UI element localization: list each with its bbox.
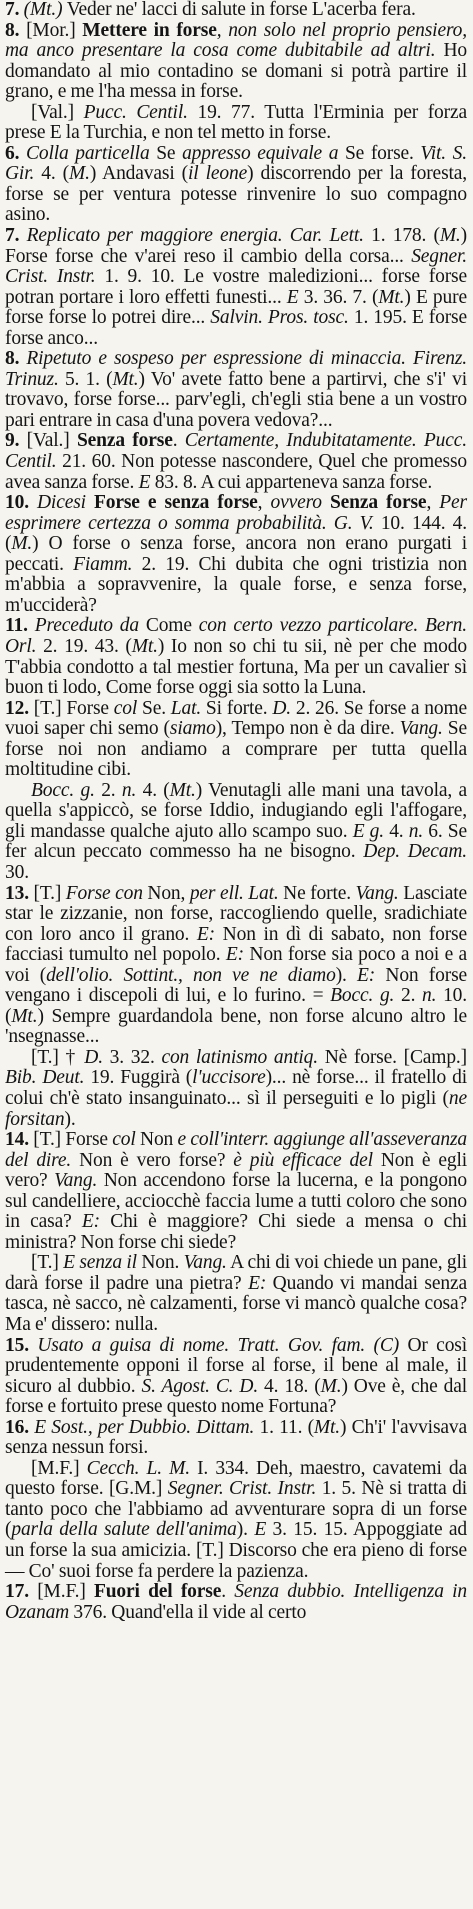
- entry-paragraph: [5, 699, 467, 781]
- entry-italic-text: Vang.: [399, 718, 443, 740]
- entry-text: Se: [149, 142, 183, 164]
- entry-italic-text: (Mt.): [23, 0, 67, 20]
- entry-number: 14.: [5, 1129, 34, 1151]
- entry-text: 30.: [5, 861, 29, 883]
- entry-italic-text: Ripetuto e sospeso per espressione di minaccia. Firenz. Trinuz.: [5, 348, 467, 390]
- entry-italic-text: Mt.: [378, 286, 405, 308]
- entry-paragraph: [5, 1418, 467, 1459]
- entry-italic-text: Dicesi: [37, 492, 86, 514]
- entry-italic-text: Mt.: [313, 1416, 341, 1438]
- entry-italic-text: E:: [248, 1272, 267, 1294]
- entry-number: 8.: [5, 19, 27, 41]
- entry-number: 7.: [5, 0, 24, 20]
- entry-italic-text: ovvero: [270, 492, 322, 514]
- entry-number: 8.: [5, 348, 27, 370]
- entry-italic-text: con latinismo antiq.: [161, 1046, 318, 1068]
- entry-italic-text: Vang.: [355, 882, 399, 904]
- entry-text: ), Tempo non è da dire.: [215, 718, 400, 740]
- entry-italic-text: , non solo nel proprio pensiero, ma anco presentare la cosa come dubitabile ad altri.: [5, 19, 467, 62]
- entry-text: )... nè forse... il fratello di colui ch'è stato insanguinato... sì il perseguiti e lo pigli (: [5, 1067, 467, 1109]
- entry-text: I. 334. Deh, maestro, cavatemi da questo forse. [G.M.]: [5, 1457, 467, 1500]
- entry-italic-text: E:: [81, 1211, 100, 1233]
- entry-text: Chi è maggiore? Chi siede a mensa o chi ministra? Non forse chi siede?: [5, 1211, 467, 1253]
- entry-italic-text: Preceduto da: [34, 615, 139, 637]
- entry-text: 19. 77. Tutta l'Erminia per forza prese E la Turchia, e non tel metto in forse.: [5, 101, 467, 144]
- entry-paragraph: [5, 884, 467, 1048]
- entry-text: 5. 1. (: [58, 368, 113, 390]
- entry-italic-text: S. Agost. C. D.: [141, 1375, 259, 1397]
- entry-italic-text: Bocc. g.: [31, 779, 95, 801]
- entry-italic-text: E: [138, 471, 151, 493]
- entry-text: 83. 8. A cui apparteneva sanza forse.: [150, 471, 433, 493]
- entry-text: Non è egli vero?: [5, 1149, 467, 1192]
- entry-text: Se forse.: [338, 142, 421, 164]
- entry-italic-text: Dep. Decam.: [363, 841, 467, 863]
- entry-subparagraph: [5, 1459, 467, 1582]
- entry-text: 10. (: [5, 985, 467, 1027]
- entry-text: 19. Fuggirà (: [84, 1067, 193, 1089]
- entry-text: ) Io non so chi tu sii, nè per che modo T'abbia condotto a tal mestier fortuna, Ma per un cavalier sì buon ti lodo, Come forse oggi sia sotto la Luna.: [5, 635, 467, 699]
- entry-italic-text: M.: [320, 1375, 342, 1397]
- entry-text: Non è vero forse?: [71, 1149, 234, 1171]
- entry-text: 376. Quand'ella il vide al certo: [69, 1601, 307, 1623]
- entry-text: Veder ne' lacci di salute in forse L'acerba fera.: [66, 0, 416, 20]
- entry-italic-text: per ell. Lat.: [189, 882, 279, 904]
- entry-italic-text: e coll'interr. aggiunge all'asseveranza del dire.: [5, 1129, 467, 1171]
- entry-italic-text: Replicato per maggiore energia. Car. Lett.: [26, 225, 364, 247]
- entry-text: 4.: [383, 820, 409, 842]
- entry-text: Non forse sia poco a noi e a voi (: [5, 944, 467, 986]
- entry-italic-text: è più efficace del: [233, 1149, 373, 1171]
- entry-italic-text: col: [113, 697, 138, 719]
- entry-text: ).: [64, 1108, 76, 1130]
- entry-text: Non: [135, 1129, 178, 1151]
- entry-text: [Val.]: [31, 101, 84, 123]
- entry-italic-text: siamo: [169, 718, 216, 740]
- entry-italic-text: n.: [422, 985, 437, 1007]
- entry-paragraph: [5, 0, 467, 21]
- entry-italic-text: Bib. Deut.: [5, 1067, 85, 1089]
- entry-number: 15.: [5, 1334, 38, 1356]
- entry-italic-text: M.: [11, 533, 33, 555]
- entry-number: 17.: [5, 1581, 38, 1603]
- entry-text: 1. 195. E forse forse anco...: [5, 307, 467, 349]
- entry-text: 4. 18. (: [258, 1375, 321, 1397]
- entry-text: 6. Se fer alcun peccato commesso ha ne bisogno.: [5, 820, 467, 863]
- entry-italic-text: Mt.: [131, 635, 158, 657]
- entry-paragraph: [5, 349, 467, 431]
- entry-text: ).: [335, 964, 358, 986]
- entry-number: 10.: [5, 492, 37, 514]
- entry-italic-text: dell'olio. Sottint., non ve ne diamo: [46, 964, 336, 986]
- dictionary-page: [5, 0, 467, 1909]
- entry-italic-text: E:: [196, 923, 216, 945]
- entry-text: Si forte.: [201, 697, 273, 719]
- entry-text: 2.: [394, 985, 423, 1007]
- entry-text: ) Sempre guardandola bene, non forse alcuno altro le 'nsegnasse...: [5, 1005, 467, 1048]
- entry-subparagraph: [5, 1048, 467, 1130]
- entry-subparagraph: [5, 781, 467, 884]
- entry-paragraph: [5, 431, 467, 493]
- entry-italic-text: parla della salute dell'anima: [11, 1519, 237, 1541]
- entry-text: [Mor.]: [26, 19, 83, 41]
- entry-text: 4. (: [34, 163, 69, 185]
- entry-paragraph: [5, 144, 467, 226]
- entry-paragraph: [5, 616, 467, 698]
- entry-italic-text: Per esprimere certezza o somma probabilità. G. V.: [5, 492, 467, 534]
- entry-italic-text: l'uccisore: [192, 1067, 266, 1089]
- entry-headword: Fuori del forse: [93, 1581, 222, 1603]
- entry-text: [T.]: [31, 1252, 64, 1274]
- entry-text: Quando vi mandai senza tasca, nè sacco, nè calzamenti, forse vi mancò qualche cosa? Ma e' dissero: nulla.: [5, 1272, 467, 1335]
- entry-text: Se.: [137, 697, 171, 719]
- entry-text: [M.F.]: [37, 1581, 94, 1603]
- entry-italic-text: Mt.: [169, 779, 196, 801]
- entry-italic-text: E g.: [352, 820, 384, 842]
- entry-text: Or così prudentemente opponi il forse al forse, il bene al male, il sicuro al dubbio.: [5, 1334, 467, 1397]
- entry-text: Non in dì di sabato, non forse facciasi tumulto nel popolo.: [5, 923, 467, 966]
- entry-number: 16.: [5, 1416, 35, 1438]
- entry-italic-text: Colla particella: [25, 142, 150, 164]
- entry-headword: Senza forse: [76, 430, 173, 452]
- entry-text: [T.]: [33, 882, 66, 904]
- entry-subparagraph: [5, 1253, 467, 1335]
- entry-italic-text: Bocc. g.: [330, 985, 395, 1007]
- entry-text: .: [172, 430, 185, 452]
- entry-text: 3. 32.: [102, 1046, 162, 1068]
- entry-text: [T.] Forse: [33, 697, 114, 719]
- entry-italic-text: Vang.: [54, 1170, 98, 1192]
- entry-text: ) Andavasi (: [89, 163, 188, 185]
- entry-italic-text: ne forsitan: [5, 1087, 467, 1130]
- entry-number: 6.: [5, 142, 26, 164]
- entry-italic-text: Senza dubbio. Intelligenza in Ozanam: [5, 1581, 467, 1623]
- entry-headword: Forse e senza forse: [85, 492, 258, 514]
- entry-text: ,: [257, 492, 271, 514]
- entry-italic-text: Segner. Crist. Instr.: [167, 1478, 317, 1500]
- entry-italic-text: E:: [225, 944, 244, 966]
- entry-italic-text: con certo vezzo particolare. Bern. Orl.: [5, 615, 467, 657]
- entry-italic-text: E:: [357, 964, 376, 986]
- entry-italic-text: Segner. Crist. Instr.: [5, 245, 467, 288]
- entry-number: 12.: [5, 697, 34, 719]
- entry-italic-text: M.: [439, 225, 461, 247]
- entry-italic-text: D.: [84, 1046, 103, 1068]
- entry-text: 2. 26. Se forse a nome vuoi saper chi semo (: [5, 697, 467, 740]
- entry-italic-text: D.: [272, 697, 292, 719]
- entry-text: 2.: [94, 779, 122, 801]
- entry-text: 21. 60. Non potesse nascondere, Quel che promesso avea sanza forse.: [5, 451, 467, 493]
- entry-italic-text: Vang.: [183, 1252, 227, 1274]
- entry-text: ,: [426, 492, 440, 514]
- entry-number: 9.: [5, 430, 27, 452]
- entry-text: Se forse noi non andiamo a comprare per tutta quella moltitudine cibi.: [5, 718, 467, 781]
- entry-text: .: [221, 1581, 235, 1603]
- entry-text: [T.] Forse: [33, 1129, 113, 1151]
- entry-italic-text: Cecch. L. M.: [86, 1457, 190, 1479]
- entry-headword: Senza forse: [321, 492, 427, 514]
- entry-italic-text: n.: [121, 779, 137, 801]
- entry-italic-text: Salvin. Pros. tosc.: [210, 307, 349, 329]
- entry-paragraph: [5, 493, 467, 616]
- entry-text: Non forse vengano i discepoli di lui, e lo furino. =: [5, 964, 468, 1007]
- entry-text: 2. 19. 43. (: [36, 635, 132, 657]
- entry-paragraph: [5, 226, 467, 349]
- entry-italic-text: il leone: [188, 163, 248, 185]
- entry-number: 7.: [5, 225, 27, 247]
- entry-italic-text: Mt.: [112, 368, 139, 390]
- entry-text: Ne forte.: [278, 882, 356, 904]
- entry-text: Ho domandato al mio contadino se domani si potrà partire il grano, e me l'ha messa in forse.: [5, 40, 467, 103]
- entry-text: 1. 9. 10. Le vostre maledizioni... forse forse potran portare i loro effetti funesti...: [5, 266, 467, 308]
- entry-italic-text: E: [286, 286, 299, 308]
- entry-italic-text: M.: [68, 163, 90, 185]
- entry-italic-text: E Sost., per Dubbio. Dittam.: [34, 1416, 255, 1438]
- entry-text: ).: [236, 1519, 255, 1541]
- entry-paragraph: [5, 1336, 467, 1418]
- entry-number: 11.: [5, 615, 35, 637]
- entry-text: Non accendono forse la lucerna, e la pongono sul candelliere, acciocchè faccia lume a tutti coloro che sono in casa?: [5, 1170, 467, 1233]
- entry-text: ) Venutagli alle mani una tavola, a quella s'appiccò, se forse Iddio, indugiando egli l'affogare, gli mandasse qualche ajuto allo scampo suo.: [5, 779, 467, 842]
- entry-text: [Val.]: [26, 430, 77, 452]
- entry-text: 4. (: [136, 779, 170, 801]
- entry-text: 1. 178. (: [363, 225, 440, 247]
- entry-headword: Mettere in forse: [82, 19, 217, 41]
- entry-italic-text: E: [254, 1519, 267, 1541]
- entry-italic-text: Mt.: [11, 1005, 38, 1027]
- entry-text: A chi di voi chiede un pane, gli darà forse il padre una pietra?: [5, 1252, 468, 1294]
- entry-text: [T.] †: [31, 1046, 85, 1068]
- entry-paragraph: [5, 1130, 467, 1253]
- entry-italic-text: col: [112, 1129, 136, 1151]
- entry-italic-text: Usato a guisa di nome. Tratt. Gov. fam. (C): [37, 1334, 400, 1356]
- entry-text: ) Ove è, che dal forse e fortuito prese questo nome Fortuna?: [5, 1375, 467, 1418]
- entry-italic-text: Lat.: [170, 697, 202, 719]
- entry-text: ) Vo' avete fatto bene a partirvi, che s'i' vi trovavo, forse forse... parv'egli, ch'egli stia bene a un vostro pari entrare in casa d'una povera vedova?...: [5, 368, 468, 431]
- entry-italic-text: Pucc. Centil.: [83, 101, 188, 123]
- entry-number: 13.: [5, 882, 34, 904]
- entry-text: [M.F.]: [31, 1457, 87, 1479]
- entry-text: ) discorrendo per la foresta, forse se per ventura potesse rinvenire lo suo compagno asino.: [5, 163, 467, 226]
- entry-italic-text: E senza il: [63, 1252, 137, 1274]
- entry-text: Non.: [136, 1252, 184, 1274]
- entry-text: 1. 5. Nè si tratta di tanto poco che l'abbiamo ad avventurare sopra di un forse (: [5, 1478, 468, 1541]
- entry-italic-text: Forse con: [65, 882, 143, 904]
- entry-text: Nè forse. [Camp.]: [317, 1046, 467, 1068]
- entries-column: [5, 0, 467, 1623]
- entry-italic-text: n.: [408, 820, 424, 842]
- entry-text: Lasciate star le zizzanie, non forse, raccogliendo quelle, sradichiate con loro anco il grano.: [5, 882, 467, 945]
- entry-italic-text: Vit. S. Gir.: [5, 142, 467, 185]
- entry-italic-text: Fiamm.: [73, 553, 133, 575]
- entry-paragraph: [5, 21, 467, 103]
- entry-text: 10. 144. 4. (: [5, 512, 467, 555]
- entry-italic-text: Certamente, Indubitatamente. Pucc. Centil.: [5, 430, 468, 473]
- entry-text: ) E pure forse forse lo potrei dire...: [5, 286, 467, 329]
- entry-text: Come: [138, 615, 199, 637]
- entry-subparagraph: [5, 103, 467, 144]
- entry-text: Non,: [142, 882, 190, 904]
- entry-text: ) Ch'i' l'avvisava senza nessun forsi.: [5, 1416, 467, 1459]
- entry-text: 2. 19. Chi dubita che ogni tristizia non m'abbia a sopravvenire, la quale forse, e senza forse, m'ucciderà?: [5, 553, 467, 616]
- entry-text: ) O forse o senza forse, ancora non erano purgati i peccati.: [5, 533, 467, 575]
- entry-text: 1. 11. (: [254, 1416, 314, 1438]
- entry-text: 3. 15. 15. Appoggiate ad un forse la sua amicizia. [T.] Discorso che era pieno di forse — Co' suoi forse fa perdere la pazienza.: [5, 1519, 468, 1582]
- entry-paragraph: [5, 1582, 467, 1623]
- entry-italic-text: appresso equivale a: [182, 142, 339, 164]
- entry-text: ) Forse forse che v'arei reso il cambio della corsa...: [5, 225, 467, 267]
- entry-text: 3. 36. 7. (: [298, 286, 379, 308]
